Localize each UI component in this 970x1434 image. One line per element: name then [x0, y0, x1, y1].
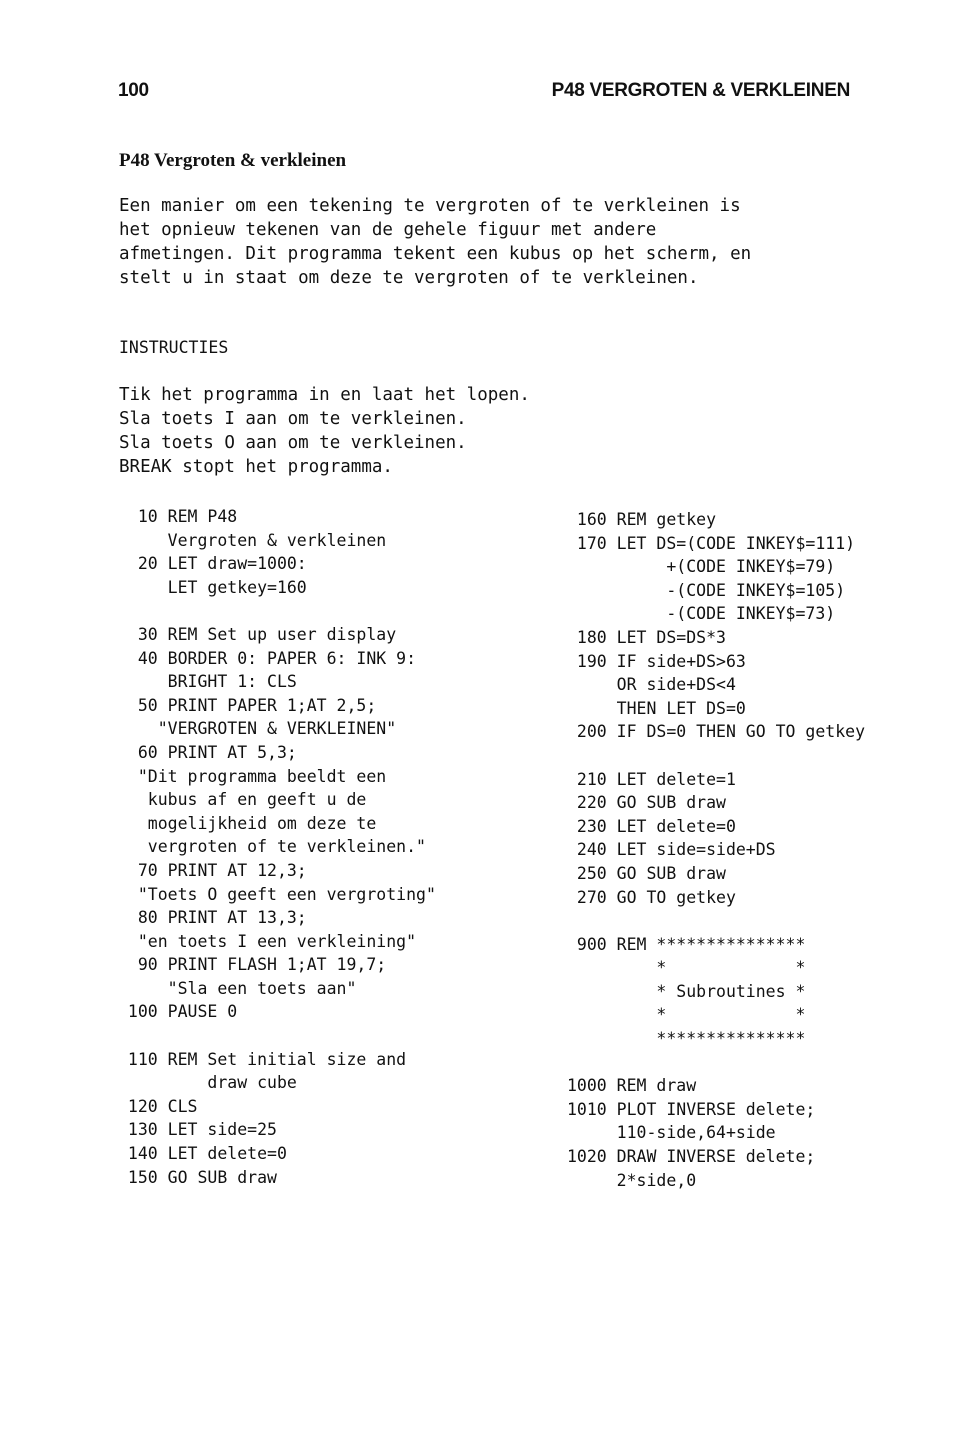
- code-line: 210 LET delete=1: [567, 769, 736, 789]
- instructions-list: [119, 383, 530, 479]
- code-line: 50 PRINT PAPER 1;AT 2,5;: [118, 695, 377, 715]
- code-line: 60 PRINT AT 5,3;: [118, 742, 297, 762]
- code-line: 2*side,0: [567, 1170, 697, 1190]
- code-line: 20 LET draw=1000:: [118, 554, 307, 574]
- code-line: [567, 744, 865, 768]
- code-line: 110-side,64+side: [567, 1123, 776, 1143]
- code-line: "Sla een toets aan": [118, 978, 357, 998]
- code-line: 220 GO SUB draw: [567, 793, 726, 813]
- code-line: "VERGROTEN & VERKLEINEN": [118, 719, 397, 739]
- code-line: [118, 599, 436, 623]
- running-title: P48 VERGROTEN & VERKLEINEN: [551, 80, 850, 101]
- code-line: 90 PRINT FLASH 1;AT 19,7;: [118, 955, 387, 975]
- code-line: 230 LET delete=0: [567, 816, 736, 836]
- intro-line: stelt u in staat om deze te vergroten of te verkleinen.: [119, 268, 699, 288]
- code-line: 250 GO SUB draw: [567, 863, 726, 883]
- code-line: 150 GO SUB draw: [118, 1167, 277, 1187]
- intro-line: Een manier om een tekening te vergroten of te verkleinen is: [119, 196, 741, 216]
- intro-line: het opnieuw tekenen van de gehele figuur met andere: [119, 220, 657, 240]
- code-line: +(CODE INKEY$=79): [567, 557, 836, 577]
- instruction-line: BREAK stopt het programma.: [119, 457, 393, 477]
- instruction-line: Sla toets I aan om te verkleinen.: [119, 409, 467, 429]
- code-line: 170 LET DS=(CODE INKEY$=111): [567, 533, 856, 553]
- page-number: 100: [118, 80, 149, 101]
- code-line: 270 GO TO getkey: [567, 887, 736, 907]
- code-line: 900 REM ***************: [567, 934, 806, 954]
- code-line: -(CODE INKEY$=105): [567, 580, 846, 600]
- code-line: draw cube: [118, 1073, 297, 1093]
- code-line: 30 REM Set up user display: [118, 624, 397, 644]
- code-line: * *: [567, 958, 806, 978]
- code-line: LET getkey=160: [118, 577, 307, 597]
- intro-line: afmetingen. Dit programma tekent een kubus op het scherm, en: [119, 244, 752, 264]
- section-title: P48 Vergroten & verkleinen: [119, 150, 347, 171]
- code-line: 100 PAUSE 0: [118, 1002, 238, 1022]
- code-line: * *: [567, 1005, 806, 1025]
- intro-paragraph: [119, 194, 859, 290]
- code-line: "en toets I een verkleining": [118, 931, 417, 951]
- code-line: -(CODE INKEY$=73): [567, 604, 836, 624]
- code-line: 240 LET side=side+DS: [567, 840, 776, 860]
- program-listing-right-column: [567, 508, 865, 1192]
- code-line: "Dit programma beeldt een: [118, 766, 387, 786]
- instruction-line: Tik het programma in en laat het lopen.: [119, 385, 530, 405]
- code-line: [567, 909, 865, 933]
- code-line: 110 REM Set initial size and: [118, 1049, 407, 1069]
- code-line: 200 IF DS=0 THEN GO TO getkey: [567, 722, 866, 742]
- code-line: * Subroutines *: [567, 981, 806, 1001]
- code-line: 1010 PLOT INVERSE delete;: [567, 1099, 816, 1119]
- code-line: vergroten of te verkleinen.": [118, 837, 426, 857]
- code-line: [118, 1024, 436, 1048]
- code-line: 10 REM P48: [118, 507, 238, 526]
- code-line: 160 REM getkey: [567, 510, 717, 529]
- code-line: 120 CLS: [118, 1096, 198, 1116]
- code-line: OR side+DS<4: [567, 675, 736, 695]
- code-line: 1000 REM draw: [567, 1076, 697, 1096]
- code-line: 1020 DRAW INVERSE delete;: [567, 1147, 816, 1167]
- instructions-heading: INSTRUCTIES: [119, 338, 229, 357]
- code-line: 80 PRINT AT 13,3;: [118, 908, 307, 928]
- code-line: [567, 1051, 865, 1075]
- code-line: THEN LET DS=0: [567, 698, 746, 718]
- code-line: ***************: [567, 1029, 806, 1049]
- instruction-line: Sla toets O aan om te verkleinen.: [119, 433, 467, 453]
- code-line: 190 IF side+DS>63: [567, 651, 746, 671]
- code-line: 140 LET delete=0: [118, 1144, 287, 1164]
- code-line: 40 BORDER 0: PAPER 6: INK 9:: [118, 648, 417, 668]
- code-line: kubus af en geeft u de: [118, 790, 367, 810]
- code-line: 70 PRINT AT 12,3;: [118, 860, 307, 880]
- program-listing-left-column: [118, 505, 436, 1189]
- code-line: 130 LET side=25: [118, 1120, 277, 1140]
- code-line: mogelijkheid om deze te: [118, 813, 377, 833]
- code-line: BRIGHT 1: CLS: [118, 672, 297, 692]
- code-line: "Toets O geeft een vergroting": [118, 884, 436, 904]
- code-line: Vergroten & verkleinen: [118, 530, 387, 550]
- code-line: 180 LET DS=DS*3: [567, 627, 726, 647]
